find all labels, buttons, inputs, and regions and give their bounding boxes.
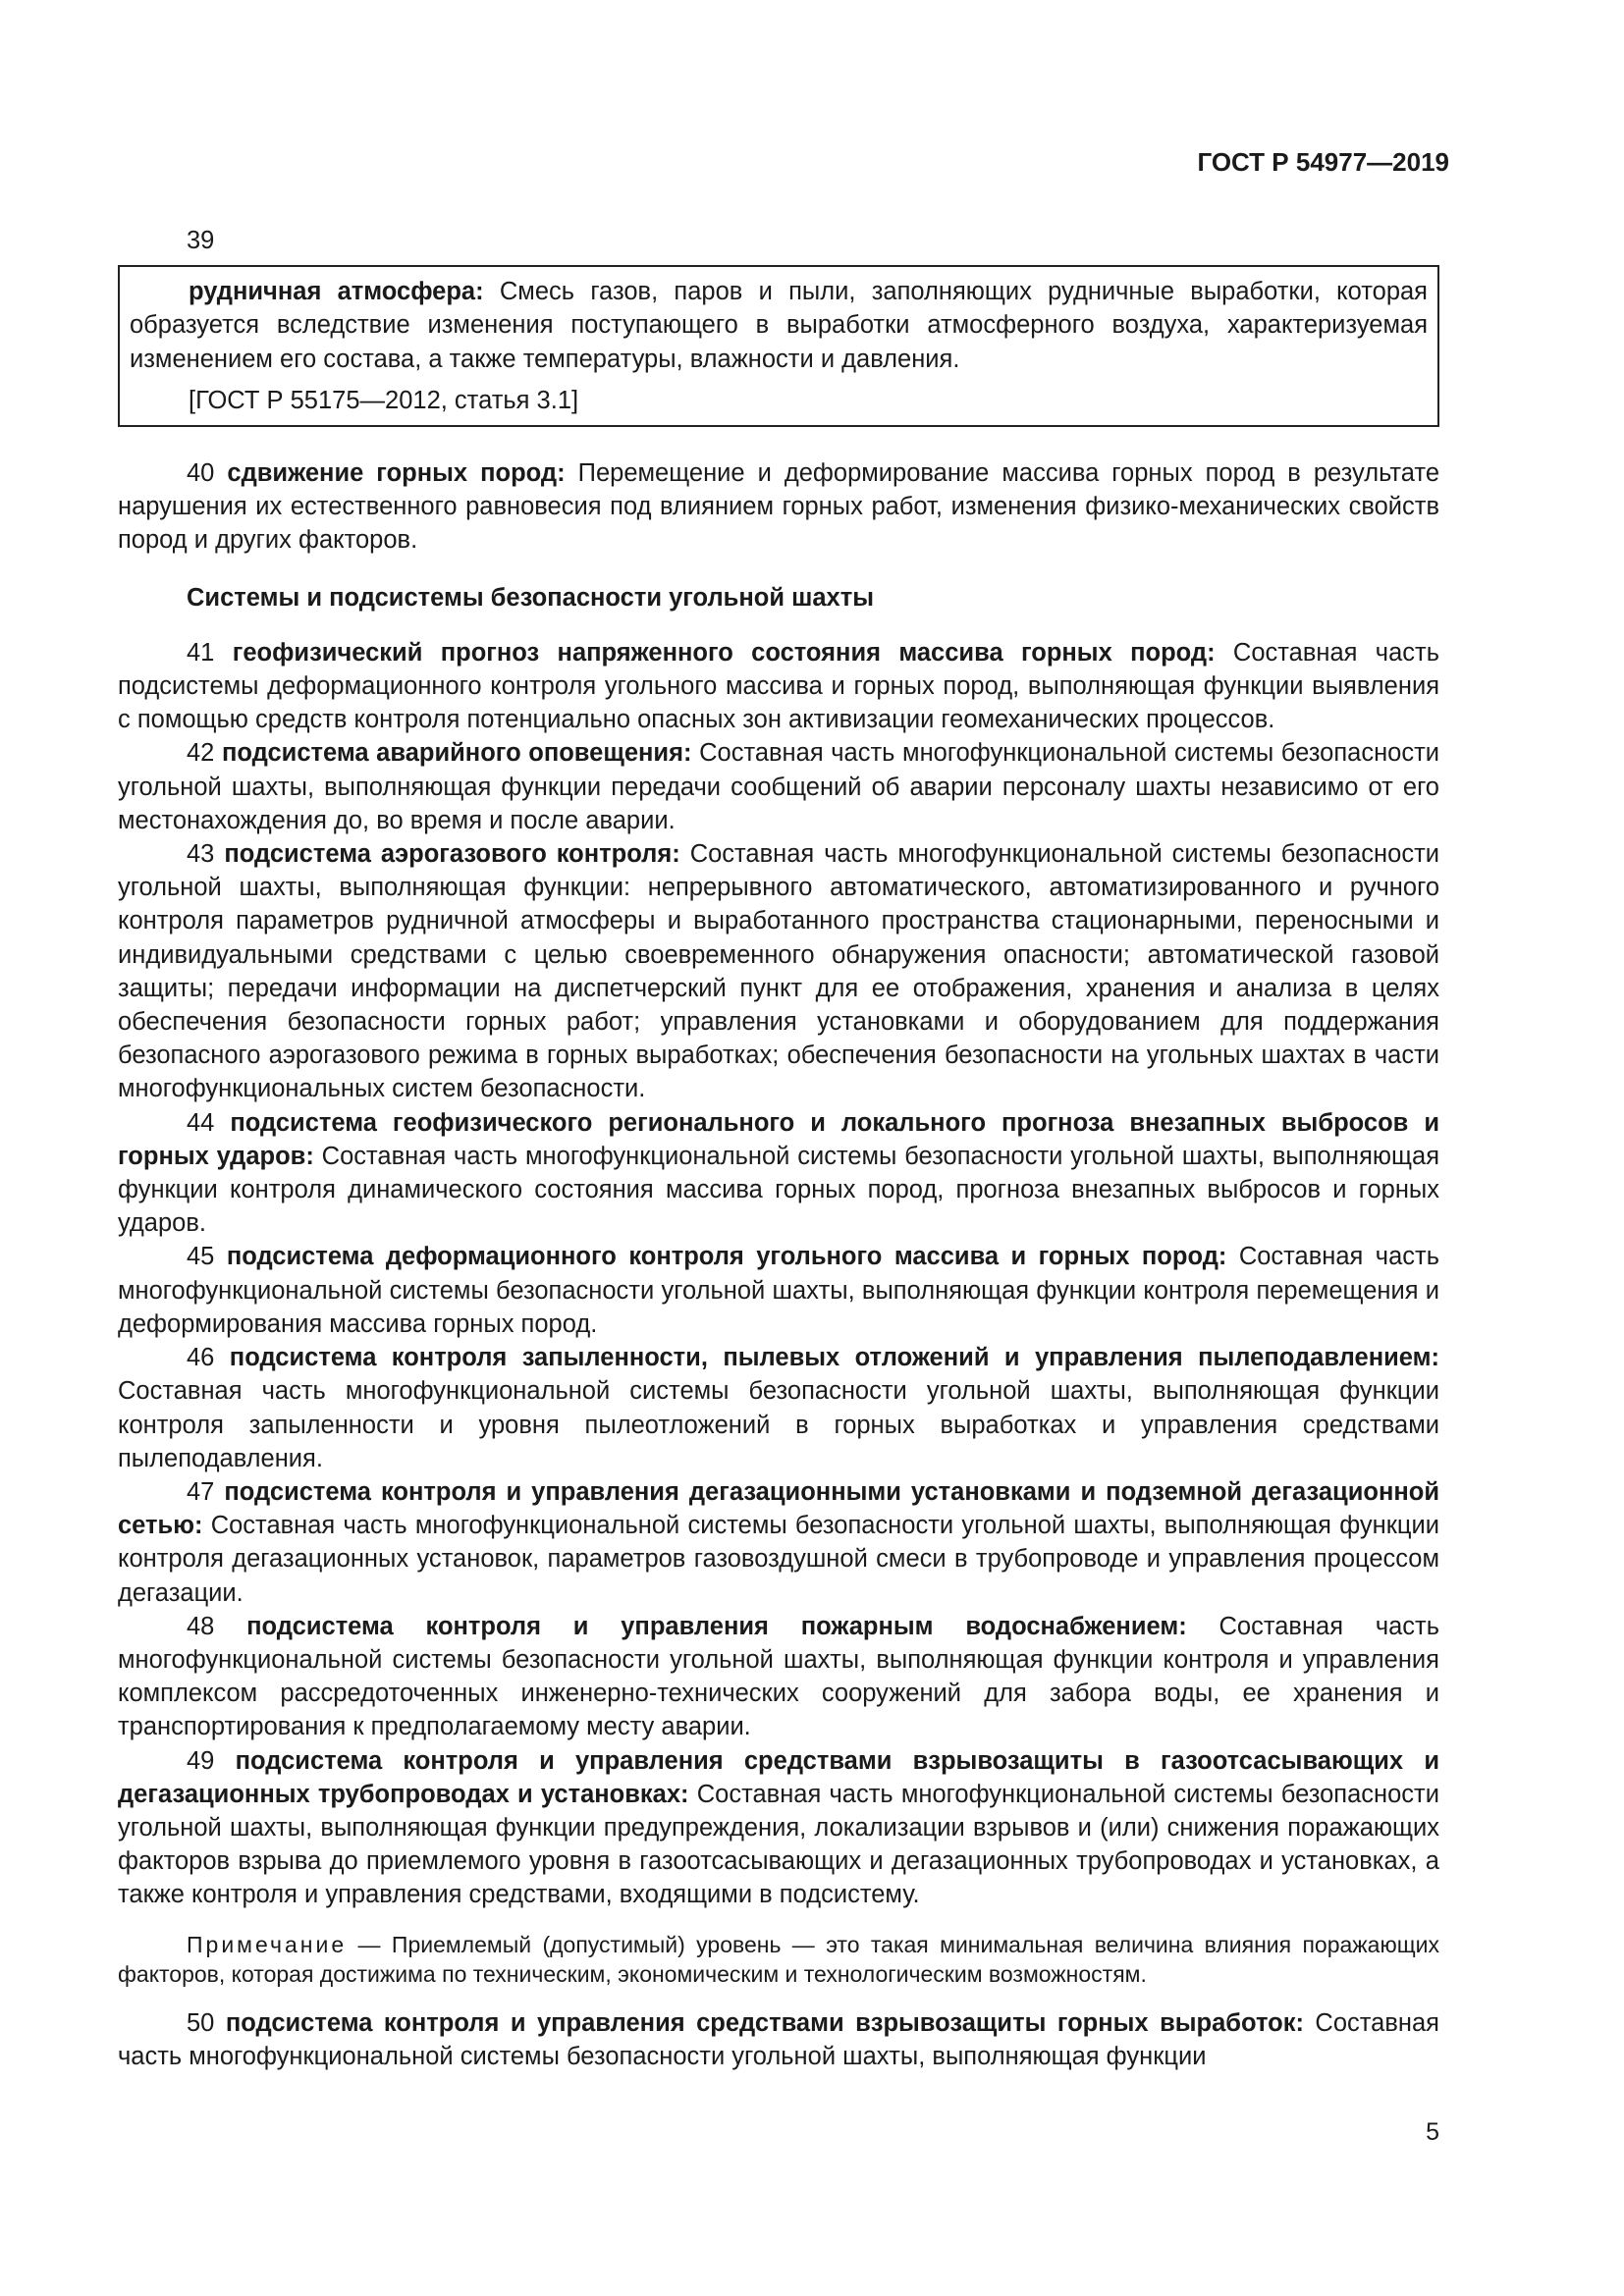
term-title: подсистема контроля запыленности, пылевых отложений и управления пылеподавлением: (229, 1344, 1440, 1372)
term-39-source: [ГОСТ Р 55175—2012, статья 3.1] (189, 386, 579, 414)
term-title: подсистема аэрогазового контроля: (224, 840, 680, 869)
term-number: 47 (187, 1477, 225, 1506)
term-44 (118, 1106, 1439, 1241)
term-46 (118, 1341, 1439, 1475)
term-title: подсистема аварийного оповещения: (221, 739, 692, 768)
term-41 (118, 636, 1439, 737)
term-text: Составная часть многофункциональной системы безопасности угольной шахты, выполняющая функции контроля динамического состояния массива горных пород, прогноза внезапных выбросов и горных ударов. (118, 1142, 1439, 1238)
term-title: подсистема контроля и управления пожарным водоснабжением: (246, 1612, 1187, 1640)
term-title: геофизический прогноз напряженного состояния массива горных пород: (232, 638, 1216, 667)
term-number: 48 (187, 1612, 247, 1640)
term-50 (118, 2006, 1439, 2073)
term-42 (118, 736, 1439, 837)
term-48 (118, 1610, 1439, 1744)
term-number: 46 (187, 1344, 230, 1372)
note (118, 1930, 1439, 1989)
boxed-term-number: 39 (187, 227, 215, 254)
boxed-term-definition (118, 265, 1439, 427)
document-code: ГОСТ Р 54977—2019 (1197, 147, 1449, 177)
term-text: Составная часть многофункциональной системы безопасности угольной шахты, выполняющая функции передачи сообщений об аварии персоналу шахты независимо от его местонахождения до, во время и после аварии. (118, 739, 1440, 834)
term-number: 44 (187, 1108, 231, 1137)
term-39 (130, 275, 1428, 376)
term-number: 50 (187, 2008, 226, 2037)
term-45 (118, 1240, 1439, 1341)
term-number: 42 (187, 739, 222, 768)
note-text: — Приемлемый (допустимый) уровень — это такая минимальная величина влияния поражающих факторов, которая достижима по техническим, экономическим и технологическим возможностям. (118, 1931, 1439, 1987)
term-text: Составная часть многофункциональной системы безопасности угольной шахты, выполняющая функции предупреждения, локализации взрывов и (или) снижения поражающих факторов взрыва до приемлемого уровня в газоотсасывающих и дегазационных трубопроводах и установках, а также контроля и управления средствами, входящими в подсистему. (118, 1780, 1439, 1909)
term-number: 49 (187, 1746, 236, 1775)
term-40 (118, 456, 1439, 558)
term-47 (118, 1475, 1439, 1610)
section-title: Системы и подсистемы безопасности угольной шахты (187, 583, 874, 612)
term-40-number: 40 (187, 459, 228, 488)
term-text: Составная часть многофункциональной системы безопасности угольной шахты, выполняющая функции контроля запыленности и уровня пылеотложений в горных выработках и управления средствами пылеподавления. (118, 1377, 1439, 1472)
term-40-text: Перемещение и деформирование массива горных пород в результате нарушения их естественного равновесия под влиянием горных работ, изменения физико-механических свойств пород и других факторов. (118, 459, 1439, 555)
term-title: подсистема геофизического регионального и локального прогноза внезапных выбросов и горных ударов: (118, 1108, 1439, 1170)
term-text: Составная часть подсистемы деформационного контроля угольного массива и горных пород, выполняющая функции выявления с помощью средств контроля потенциально опасных зон активизации геомеханических процессов. (118, 638, 1439, 734)
term-39-text: Смесь газов, паров и пыли, заполняющих рудничные выработки, которая образуется вследствие изменения поступающего в выработки атмосферного воздуха, характеризуемая изменением его состава, а также температуры, влажности и давления. (130, 278, 1428, 373)
term-40-title: сдвижение горных пород: (227, 459, 566, 488)
page-content (118, 224, 1439, 2073)
term-title: подсистема контроля и управления средствами взрывозащиты в газоотсасывающих и дегазационных трубопроводах и установках: (118, 1746, 1440, 1808)
term-43 (118, 837, 1439, 1106)
page-number: 5 (1426, 2118, 1439, 2146)
term-number: 41 (187, 638, 233, 667)
term-49 (118, 1744, 1439, 1912)
term-title: подсистема контроля и управления средствами взрывозащиты горных выработок: (225, 2008, 1304, 2037)
term-text: Составная часть многофункциональной системы безопасности угольной шахты, выполняющая функции: непрерывного автоматического, автоматизированного и ручного контроля параметров рудничной атмосферы и выработанного пространства стационарными, переносными и индивидуальными средствами с целью своевременного обнаружения опасности; автоматической газовой защиты; передачи информации на диспетчерский пункт для ее отображения, хранения и анализа в целях обеспечения безопасности горных работ; управления установками и оборудованием для поддержания безопасного аэрогазового режима в горных выработках; обеспечения безопасности на угольных шахтах в части многофункциональных систем безопасности. (118, 840, 1439, 1103)
term-text: Составная часть многофункциональной системы безопасности угольной шахты, выполняющая функции контроля перемещения и деформирования массива горных пород. (118, 1243, 1439, 1338)
term-number: 43 (187, 840, 225, 869)
term-title: подсистема деформационного контроля угольного массива и горных пород: (226, 1243, 1227, 1271)
term-39-title: рудничная атмосфера: (189, 278, 484, 306)
term-title: подсистема контроля и управления дегазационными установками и подземной дегазационной сетью: (118, 1477, 1440, 1540)
note-label: Примечание (187, 1931, 348, 1957)
term-number: 45 (187, 1243, 227, 1271)
term-text: Составная часть многофункциональной системы безопасности угольной шахты, выполняющая функции контроля дегазационных установок, параметров газовоздушной смеси в трубопроводе и управления процессом дегазации. (118, 1512, 1439, 1607)
term-text: Составная часть многофункциональной системы безопасности угольной шахты, выполняющая функции (118, 2008, 1439, 2070)
term-text: Составная часть многофункциональной системы безопасности угольной шахты, выполняющая функции контроля и управления комплексом рассредоточенных инженерно-технических сооружений для забора воды, ее хранения и транспортирования к предполагаемому месту аварии. (118, 1612, 1440, 1741)
